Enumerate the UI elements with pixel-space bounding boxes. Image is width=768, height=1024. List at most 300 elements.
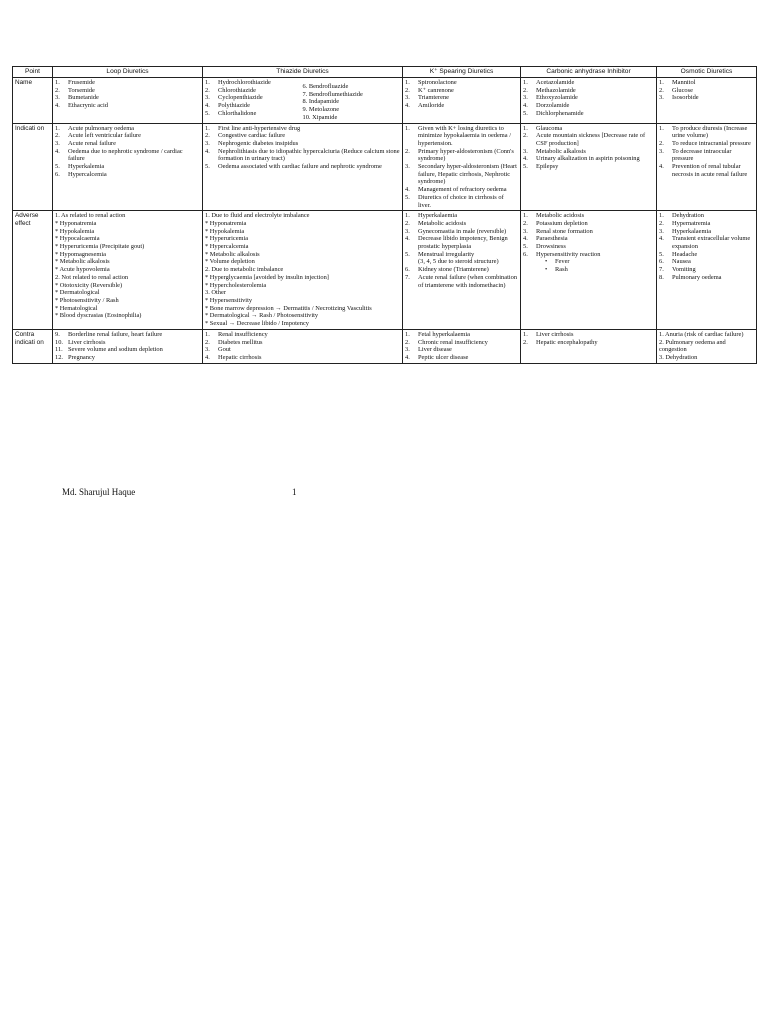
text-line: * Hyperglycaemia [avoided by insulin injection] bbox=[205, 273, 329, 281]
item-list bbox=[405, 79, 518, 110]
row-name bbox=[13, 78, 757, 124]
item-text: Frusemide bbox=[68, 79, 95, 86]
sub-item-text: Fever bbox=[555, 258, 570, 266]
item-text: Hyperkalaemia bbox=[672, 227, 712, 235]
text-line: * Dermatological bbox=[55, 289, 100, 297]
item-list bbox=[205, 331, 400, 362]
header-point: Point bbox=[13, 67, 53, 78]
text-line: * Hyponatremia bbox=[205, 219, 247, 227]
bullet-icon: • bbox=[545, 258, 548, 266]
item-number: 4. bbox=[523, 102, 528, 110]
item-text: Ethoxyzolamide bbox=[536, 94, 578, 102]
list-item bbox=[405, 354, 518, 362]
item-number: 2. bbox=[523, 86, 528, 94]
list-item bbox=[523, 79, 654, 87]
text-line: * Hyperuricemia (Precipitate gout) bbox=[55, 243, 145, 251]
item-text: Nausea bbox=[672, 258, 691, 266]
sub-item-text: Rash bbox=[555, 266, 568, 274]
text-line: 2. Pulmonary oedema and congestion bbox=[659, 338, 726, 354]
list-item bbox=[405, 346, 518, 354]
list-item bbox=[55, 346, 200, 354]
list-item bbox=[523, 163, 654, 171]
item-number: 1. bbox=[405, 330, 410, 338]
cell-carbonic-anhydrase bbox=[521, 123, 657, 211]
item-number: 11. bbox=[55, 346, 63, 354]
item-list bbox=[55, 79, 200, 110]
item-text: Cyclopenthiazide bbox=[218, 94, 263, 102]
text-line: * Hypokalemia bbox=[55, 227, 95, 235]
list-item bbox=[205, 125, 400, 133]
item-number: 1. bbox=[523, 124, 528, 132]
page-number: 1 bbox=[292, 487, 297, 497]
cell-loop bbox=[53, 123, 203, 211]
sub-list-item bbox=[523, 266, 654, 274]
item-number: 3. bbox=[405, 346, 410, 354]
item-number: 5. bbox=[659, 250, 664, 258]
item-number: 1. bbox=[205, 79, 210, 86]
line-list bbox=[205, 212, 400, 328]
item-text: Methazolamide bbox=[536, 86, 576, 94]
cell-k-spearing bbox=[403, 78, 521, 124]
list-item bbox=[659, 235, 754, 250]
list-item bbox=[205, 163, 400, 171]
item-number: 5. bbox=[405, 250, 410, 258]
item-number: 7. bbox=[405, 273, 410, 281]
text-line: 3. Dehydration bbox=[659, 353, 698, 361]
item-text: Metabolic alkalosis bbox=[536, 147, 586, 155]
list-item bbox=[659, 212, 754, 220]
item-text: Pulmonary oedema bbox=[672, 273, 722, 281]
list-item bbox=[205, 87, 303, 95]
list-item bbox=[523, 212, 654, 220]
item-text: Dichlorphenamide bbox=[536, 109, 584, 117]
item-text: Acetazolamide bbox=[536, 79, 575, 86]
item-text: Drowsiness bbox=[536, 243, 566, 251]
list-item bbox=[205, 346, 400, 354]
item-number: 4. bbox=[205, 147, 210, 155]
item-list bbox=[55, 125, 200, 179]
item-text: K⁺ canrenone bbox=[418, 86, 454, 94]
list-item bbox=[205, 94, 303, 102]
list-item bbox=[55, 87, 200, 95]
item-text: First line anti-hypertensive drug bbox=[218, 124, 301, 132]
item-text: Metabolic acidosis bbox=[536, 212, 585, 220]
page-footer bbox=[62, 487, 322, 497]
item-text: Ethacrynic acid bbox=[68, 102, 108, 110]
list-item bbox=[205, 354, 400, 362]
header-loop-diuretics: Loop Diuretics bbox=[53, 67, 203, 78]
item-text: Acute renal failure bbox=[68, 139, 116, 147]
item-text: Prevention of renal tubular necrosis in acute renal failure bbox=[672, 163, 748, 178]
item-number: 1. bbox=[523, 212, 528, 220]
item-number: 1. bbox=[205, 330, 210, 338]
text-line: * Volume depletion bbox=[205, 258, 255, 266]
list-item bbox=[205, 79, 303, 87]
item-number: 5. bbox=[523, 243, 528, 251]
list-item bbox=[405, 194, 518, 209]
cell-osmotic bbox=[657, 329, 757, 363]
item-list bbox=[523, 125, 654, 171]
item-text: Spironolactone bbox=[418, 79, 457, 86]
list-item bbox=[405, 79, 518, 87]
text-line: * Hypersensitivity bbox=[205, 296, 253, 304]
item-number: 3. bbox=[405, 227, 410, 235]
text-line: * Blood dyscrasias (Eosinophilia) bbox=[55, 312, 142, 320]
item-text: Amiloride bbox=[418, 102, 445, 110]
item-number: 2. bbox=[55, 86, 60, 94]
list-item bbox=[659, 79, 754, 87]
two-column-list bbox=[205, 79, 400, 122]
item-list bbox=[405, 212, 518, 289]
item-list bbox=[55, 331, 200, 362]
item-text: Renal stone formation bbox=[536, 227, 593, 235]
item-text: Gout bbox=[218, 346, 231, 354]
item-text: Kidney stone (Triamterene) bbox=[418, 266, 489, 274]
list-item bbox=[523, 110, 654, 118]
item-number: 3. bbox=[659, 147, 664, 155]
item-text: Glucose bbox=[672, 86, 693, 94]
item-number: 5. bbox=[55, 163, 60, 171]
list-item bbox=[55, 339, 200, 347]
item-text: Chronic renal insufficiency bbox=[418, 338, 488, 346]
item-text: Torsemide bbox=[68, 86, 95, 94]
list-item bbox=[405, 339, 518, 347]
author-name: Md. Sharujul Haque bbox=[62, 487, 136, 497]
row-adverse-effect bbox=[13, 211, 757, 330]
row-label: Adverse effect bbox=[13, 211, 53, 330]
cell-thiazide bbox=[203, 329, 403, 363]
text-line: * Hypocalcaemia bbox=[55, 235, 100, 243]
item-text: Given with K+ losing diuretics to minimize hypokalaemia in oedema / hypertension. bbox=[418, 124, 511, 147]
text-line: * Hyperuricemia bbox=[205, 235, 249, 243]
list-item bbox=[659, 266, 754, 274]
text-line: * Hypercholesterolemia bbox=[205, 281, 267, 289]
item-number: 4. bbox=[659, 235, 664, 243]
item-list bbox=[205, 125, 400, 171]
list-item bbox=[659, 258, 754, 266]
list-item bbox=[405, 148, 518, 163]
text-line: 10. Xipamide bbox=[302, 113, 338, 121]
item-number: 4. bbox=[659, 163, 664, 171]
list-item bbox=[523, 220, 654, 228]
item-text: Liver cirrhosis bbox=[536, 330, 574, 338]
cell-osmotic bbox=[657, 123, 757, 211]
item-text: Renal insufficiency bbox=[218, 330, 268, 338]
item-number: 2. bbox=[659, 219, 664, 227]
list-item bbox=[405, 186, 518, 194]
list-item bbox=[659, 274, 754, 282]
list-item bbox=[55, 354, 200, 362]
item-text: Fetal hyperkalaemia bbox=[418, 330, 470, 338]
item-text: Chlorthalidone bbox=[218, 109, 257, 117]
item-text: Chlorothiazide bbox=[218, 86, 256, 94]
text-line: 7. Bendroflumethiazide bbox=[302, 90, 363, 98]
item-number: 3. bbox=[405, 163, 410, 171]
list-item bbox=[405, 220, 518, 228]
list-item bbox=[523, 148, 654, 156]
item-text: Dorzolamide bbox=[536, 102, 570, 110]
list-item bbox=[405, 102, 518, 110]
list-item bbox=[55, 102, 200, 110]
cell-thiazide bbox=[203, 211, 403, 330]
item-number: 4. bbox=[405, 235, 410, 243]
item-text: Potassium depletion bbox=[536, 219, 588, 227]
item-number: 1. bbox=[405, 124, 410, 132]
row-contraindication bbox=[13, 329, 757, 363]
item-text: Nephrolithiasis due to idiopathic hypercalciuria (Reduce calcium stone formation in urinary tract) bbox=[218, 147, 400, 163]
item-number: 3. bbox=[205, 94, 210, 102]
item-text: Liver cirrhosis bbox=[68, 338, 106, 346]
item-number: 1. bbox=[55, 124, 60, 132]
text-line: 1. Due to fluid and electrolyte imbalance bbox=[205, 212, 310, 220]
item-number: 2. bbox=[523, 338, 528, 346]
item-text: Liver disease bbox=[418, 346, 452, 354]
header-osmotic-diuretics: Osmotic Diuretics bbox=[657, 67, 757, 78]
list-item bbox=[659, 220, 754, 228]
item-number: 2. bbox=[55, 132, 60, 140]
item-number: 2. bbox=[405, 147, 410, 155]
item-number: 3. bbox=[55, 139, 60, 147]
item-text: Acute left ventricular failure bbox=[68, 132, 141, 140]
item-number: 5. bbox=[205, 163, 210, 171]
item-text: Bumetanide bbox=[68, 94, 99, 102]
item-number: 4. bbox=[405, 353, 410, 361]
cell-thiazide bbox=[203, 123, 403, 211]
list-item bbox=[205, 110, 303, 118]
item-number: 5. bbox=[523, 109, 528, 117]
cell-loop bbox=[53, 78, 203, 124]
item-text: Management of refractory oedema bbox=[418, 186, 507, 194]
list-item bbox=[523, 155, 654, 163]
item-text: Paraesthesia bbox=[536, 235, 568, 243]
item-text: (3, 4, 5 due to steroid structure) bbox=[418, 258, 499, 266]
item-number: 9. bbox=[55, 330, 60, 338]
row-label: Indicati on bbox=[13, 123, 53, 211]
item-number: 3. bbox=[659, 94, 664, 102]
item-number: 3. bbox=[55, 94, 60, 102]
item-number: 3. bbox=[205, 346, 210, 354]
item-text: Pregnancy bbox=[68, 353, 95, 361]
item-number: 1. bbox=[523, 79, 528, 86]
text-line: * Hypokalemia bbox=[205, 227, 245, 235]
item-text: Hepatic cirrhosis bbox=[218, 353, 262, 361]
item-text: Nephrogenic diabetes insipidus bbox=[218, 139, 299, 147]
item-text: Hydrochlorothiazide bbox=[218, 79, 271, 86]
cell-loop bbox=[53, 211, 203, 330]
item-text: Secondary hyper-aldosteronism (Heart failure, Hepatic cirrhosis, Nephrotic syndrome) bbox=[418, 163, 517, 186]
item-text: Congestive cardiac failure bbox=[218, 132, 286, 140]
text-line: * Hypomagnesemia bbox=[55, 250, 106, 258]
text-line: 3. Other bbox=[205, 289, 226, 297]
item-text: Hepatic encephalopathy bbox=[536, 338, 598, 346]
list-item bbox=[55, 132, 200, 140]
item-text: Diuretics of choice in cirrhosis of liver. bbox=[418, 193, 504, 209]
list-item bbox=[405, 266, 518, 274]
list-item bbox=[55, 140, 200, 148]
text-line: * Hypercalcemia bbox=[205, 243, 249, 251]
item-number: 2. bbox=[205, 86, 210, 94]
row-indication bbox=[13, 123, 757, 211]
item-text: Oedema due to nephrotic syndrome / cardiac failure bbox=[68, 147, 183, 163]
list-item bbox=[55, 125, 200, 133]
item-number: 4. bbox=[405, 186, 410, 194]
header-carbonic-anhydrase-inhibitor: Carbonic anhydrase Inhibitor bbox=[521, 67, 657, 78]
item-number: 4. bbox=[205, 353, 210, 361]
item-number: 4. bbox=[405, 102, 410, 110]
item-text: Dehydration bbox=[672, 212, 704, 220]
item-number: 2. bbox=[659, 139, 664, 147]
list-item bbox=[659, 94, 754, 102]
item-text: Mannitol bbox=[672, 79, 696, 86]
item-number: 1. bbox=[659, 212, 664, 220]
item-number: 1. bbox=[659, 124, 664, 132]
list-item bbox=[405, 228, 518, 236]
item-list bbox=[659, 212, 754, 281]
item-text: Hypernatremia bbox=[672, 219, 711, 227]
item-text: Metabolic acidosis bbox=[418, 219, 467, 227]
item-text: Acute pulmonary oedema bbox=[68, 124, 135, 132]
item-text: Peptic ulcer disease bbox=[418, 353, 469, 361]
item-text: Hypercalcemia bbox=[68, 170, 107, 178]
header-row bbox=[13, 67, 757, 78]
item-text: Triamterene bbox=[418, 94, 449, 102]
item-number: 5. bbox=[205, 109, 210, 117]
sub-list-item bbox=[523, 258, 654, 266]
item-number: 4. bbox=[55, 102, 60, 110]
row-label: Name bbox=[13, 78, 53, 124]
list-item bbox=[205, 339, 400, 347]
item-text: Hypersensitivity reaction bbox=[536, 250, 601, 258]
list-item bbox=[405, 125, 518, 148]
item-number: 2. bbox=[205, 338, 210, 346]
list-item bbox=[205, 132, 400, 140]
list-item bbox=[659, 125, 754, 140]
list-item bbox=[523, 243, 654, 251]
item-text: Oedema associated with cardiac failure and nephrotic syndrome bbox=[218, 163, 382, 171]
item-number: 12. bbox=[55, 353, 63, 361]
text-line: 8. Indapamide bbox=[302, 98, 340, 106]
list-item bbox=[659, 163, 754, 178]
item-text: Acute renal failure (when combination of triamterene with indomethacin) bbox=[418, 273, 518, 289]
item-number: 1. bbox=[659, 79, 664, 86]
item-number: 4. bbox=[523, 235, 528, 243]
list-item bbox=[205, 140, 400, 148]
cell-osmotic bbox=[657, 78, 757, 124]
text-line: 6. Bendrofluazide bbox=[302, 83, 349, 90]
list-item bbox=[523, 251, 654, 259]
text-line: * Metabolic alkalosis bbox=[205, 250, 260, 258]
text-line: * Hematological bbox=[55, 304, 98, 312]
item-number: 1. bbox=[405, 212, 410, 220]
item-text: Decrease libido impotency, Benign prostatic hyperplasia bbox=[418, 235, 508, 251]
item-number: 3. bbox=[523, 227, 528, 235]
list-item bbox=[55, 148, 200, 163]
item-text: Isosorbide bbox=[672, 94, 699, 102]
list-item bbox=[55, 79, 200, 87]
cell-k-spearing bbox=[403, 329, 521, 363]
item-text: Acute mountain sickness [Decrease rate of CSF production] bbox=[536, 132, 646, 147]
list-item bbox=[659, 140, 754, 148]
item-text: Severe volume and sodium depletion bbox=[68, 346, 163, 354]
item-list bbox=[405, 125, 518, 210]
item-number: 3. bbox=[205, 139, 210, 147]
item-number: 1. bbox=[205, 124, 210, 132]
item-text: Borderline renal failure, heart failure bbox=[68, 330, 163, 338]
text-line: * Bone marrow depression → Dermatitis / Necrotizing Vasculitis bbox=[205, 304, 372, 312]
cell-k-spearing bbox=[403, 123, 521, 211]
item-number: 3. bbox=[523, 147, 528, 155]
item-text: Epilepsy bbox=[536, 163, 559, 171]
item-number: 6. bbox=[405, 266, 410, 274]
list-item bbox=[523, 339, 654, 347]
row-label: Contra indicati on bbox=[13, 329, 53, 363]
item-number: 2. bbox=[405, 86, 410, 94]
list-item bbox=[405, 163, 518, 186]
list-item bbox=[523, 102, 654, 110]
list-item bbox=[523, 125, 654, 133]
item-number: 10. bbox=[55, 338, 63, 346]
text-line: * Metabolic alkalosis bbox=[55, 258, 110, 266]
list-item bbox=[659, 228, 754, 236]
item-text: Primary hyper-aldosteronism (Conn's syndrome) bbox=[418, 147, 514, 163]
item-text: Menstrual irregularity bbox=[418, 250, 475, 258]
text-line: 9. Metolazone bbox=[302, 106, 340, 114]
item-list bbox=[523, 79, 654, 118]
text-line: * Ototoxicity (Reversible) bbox=[55, 281, 123, 289]
list-item bbox=[205, 148, 400, 163]
text-line: * Hyponatremia bbox=[55, 219, 97, 227]
item-text: Hyperkalemia bbox=[68, 163, 105, 171]
list-item bbox=[523, 87, 654, 95]
item-list bbox=[659, 79, 754, 102]
text-line: 1. Anuria (risk of cardiac failure) bbox=[659, 330, 744, 338]
list-item bbox=[405, 94, 518, 102]
line-list bbox=[659, 331, 754, 362]
text-line: 1. As related to renal action bbox=[55, 212, 126, 220]
item-list bbox=[659, 125, 754, 179]
item-number: 6. bbox=[523, 250, 528, 258]
bullet-icon: • bbox=[545, 266, 548, 274]
item-text: Gynecomastia in male (reversible) bbox=[418, 227, 507, 235]
item-text: Transient extracellular volume expansion bbox=[672, 235, 751, 251]
cell-carbonic-anhydrase bbox=[521, 329, 657, 363]
list-item bbox=[659, 251, 754, 259]
item-text: To produce diuresis (Increase urine volume) bbox=[672, 124, 748, 140]
item-number: 7. bbox=[659, 266, 664, 274]
item-number: 5. bbox=[405, 193, 410, 201]
diuretics-table bbox=[12, 66, 757, 364]
item-number: 6. bbox=[659, 258, 664, 266]
list-item bbox=[405, 235, 518, 250]
header-thiazide-diuretics: Thiazide Diuretics bbox=[203, 67, 403, 78]
list-item bbox=[55, 163, 200, 171]
text-line: * Acute hypovolemia bbox=[55, 266, 110, 274]
list-item bbox=[55, 94, 200, 102]
list-item bbox=[659, 148, 754, 163]
list-item bbox=[205, 331, 400, 339]
item-number: 5. bbox=[523, 163, 528, 171]
header-k-spearing-diuretics: K⁺ Spearing Diuretics bbox=[403, 67, 521, 78]
item-text: Headache bbox=[672, 250, 698, 258]
item-number: 1. bbox=[405, 79, 410, 86]
list-item bbox=[55, 171, 200, 179]
list-item bbox=[523, 331, 654, 339]
item-number: 1. bbox=[55, 79, 60, 86]
item-number: 4. bbox=[523, 155, 528, 163]
list-item bbox=[405, 251, 518, 259]
item-number: 2. bbox=[405, 219, 410, 227]
item-number: 3. bbox=[659, 227, 664, 235]
